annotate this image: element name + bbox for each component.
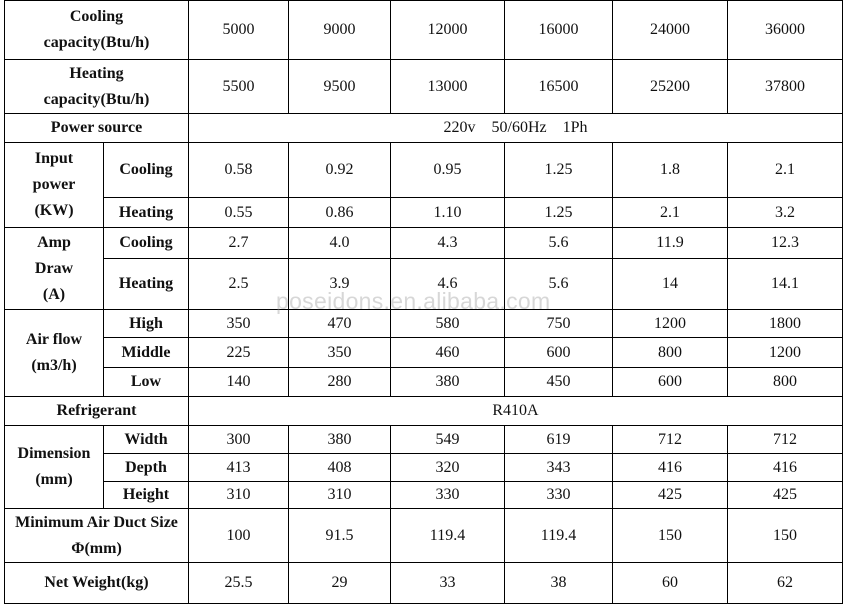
- dimension-height-value: 425: [728, 482, 843, 509]
- cooling-capacity-value: 24000: [613, 1, 728, 60]
- cooling-capacity-value: 16000: [505, 1, 613, 60]
- dimension-label: Dimension (mm): [5, 426, 104, 509]
- air-flow-low-value: 380: [391, 368, 505, 397]
- dimension-width-value: 619: [505, 426, 613, 454]
- dimension-depth-value: 413: [189, 454, 289, 482]
- input-power-cooling-label: Cooling: [104, 143, 189, 198]
- dimension-depth-value: 416: [728, 454, 843, 482]
- dimension-width-value: 380: [289, 426, 391, 454]
- air-flow-high-value: 580: [391, 310, 505, 338]
- row-input-power-heating: [5, 198, 843, 228]
- dimension-width-value: 712: [728, 426, 843, 454]
- air-flow-middle-value: 600: [505, 338, 613, 368]
- row-air-flow-middle: [5, 338, 843, 368]
- row-amp-draw-cooling: [5, 228, 843, 259]
- amp-draw-cooling-label: Cooling: [104, 228, 189, 259]
- dimension-height-value: 425: [613, 482, 728, 509]
- refrigerant-label: Refrigerant: [5, 397, 189, 426]
- air-flow-label: Air flow (m3/h): [5, 310, 104, 397]
- air-flow-low-label: Low: [104, 368, 189, 397]
- input-power-heating-value: 1.25: [505, 198, 613, 228]
- input-power-heating-value: 0.55: [189, 198, 289, 228]
- air-flow-low-value: 140: [189, 368, 289, 397]
- cooling-capacity-value: 9000: [289, 1, 391, 60]
- amp-draw-cooling-value: 5.6: [505, 228, 613, 259]
- net-weight-value: 25.5: [189, 563, 289, 604]
- air-flow-middle-label: Middle: [104, 338, 189, 368]
- row-refrigerant: [5, 397, 843, 426]
- input-power-cooling-value: 0.92: [289, 143, 391, 198]
- dimension-depth-value: 343: [505, 454, 613, 482]
- net-weight-value: 60: [613, 563, 728, 604]
- air-flow-low-value: 280: [289, 368, 391, 397]
- refrigerant-value: R410A: [189, 397, 843, 426]
- cooling-capacity-label: Cooling capacity(Btu/h): [5, 1, 189, 60]
- amp-draw-heating-value: 3.9: [289, 259, 391, 310]
- amp-draw-heating-value: 14: [613, 259, 728, 310]
- air-flow-low-value: 450: [505, 368, 613, 397]
- min-air-duct-value: 100: [189, 509, 289, 563]
- input-power-heating-value: 2.1: [613, 198, 728, 228]
- net-weight-value: 62: [728, 563, 843, 604]
- input-power-cooling-value: 0.58: [189, 143, 289, 198]
- air-flow-high-value: 1800: [728, 310, 843, 338]
- dimension-height-value: 310: [189, 482, 289, 509]
- dimension-depth-value: 416: [613, 454, 728, 482]
- amp-draw-heating-label: Heating: [104, 259, 189, 310]
- min-air-duct-value: 150: [613, 509, 728, 563]
- heating-capacity-value: 13000: [391, 60, 505, 114]
- dimension-depth-value: 320: [391, 454, 505, 482]
- min-air-duct-value: 91.5: [289, 509, 391, 563]
- amp-draw-label: Amp Draw (A): [5, 228, 104, 310]
- amp-draw-heating-value: 4.6: [391, 259, 505, 310]
- dimension-height-value: 330: [505, 482, 613, 509]
- power-source-value: 220v 50/60Hz 1Ph: [189, 114, 843, 143]
- dimension-width-value: 549: [391, 426, 505, 454]
- air-flow-high-value: 750: [505, 310, 613, 338]
- row-power-source: [5, 114, 843, 143]
- cooling-capacity-value: 36000: [728, 1, 843, 60]
- min-air-duct-value: 119.4: [505, 509, 613, 563]
- air-flow-low-value: 800: [728, 368, 843, 397]
- dimension-width-value: 712: [613, 426, 728, 454]
- dimension-width-value: 300: [189, 426, 289, 454]
- amp-draw-cooling-value: 4.0: [289, 228, 391, 259]
- air-flow-middle-value: 225: [189, 338, 289, 368]
- dimension-width-label: Width: [104, 426, 189, 454]
- input-power-heating-value: 3.2: [728, 198, 843, 228]
- input-power-cooling-value: 0.95: [391, 143, 505, 198]
- net-weight-value: 38: [505, 563, 613, 604]
- spec-table: [4, 0, 843, 604]
- row-air-flow-high: [5, 310, 843, 338]
- dimension-height-label: Height: [104, 482, 189, 509]
- min-air-duct-value: 150: [728, 509, 843, 563]
- dimension-height-value: 310: [289, 482, 391, 509]
- amp-draw-heating-value: 2.5: [189, 259, 289, 310]
- amp-draw-heating-value: 5.6: [505, 259, 613, 310]
- input-power-cooling-value: 2.1: [728, 143, 843, 198]
- heating-capacity-value: 9500: [289, 60, 391, 114]
- air-flow-middle-value: 350: [289, 338, 391, 368]
- heating-capacity-value: 16500: [505, 60, 613, 114]
- input-power-heating-label: Heating: [104, 198, 189, 228]
- amp-draw-heating-value: 14.1: [728, 259, 843, 310]
- net-weight-value: 33: [391, 563, 505, 604]
- dimension-height-value: 330: [391, 482, 505, 509]
- net-weight-label: Net Weight(kg): [5, 563, 189, 604]
- air-flow-middle-value: 1200: [728, 338, 843, 368]
- cooling-capacity-value: 5000: [189, 1, 289, 60]
- amp-draw-cooling-value: 12.3: [728, 228, 843, 259]
- amp-draw-cooling-value: 4.3: [391, 228, 505, 259]
- input-power-cooling-value: 1.8: [613, 143, 728, 198]
- air-flow-middle-value: 800: [613, 338, 728, 368]
- air-flow-middle-value: 460: [391, 338, 505, 368]
- input-power-heating-value: 0.86: [289, 198, 391, 228]
- air-flow-high-value: 1200: [613, 310, 728, 338]
- input-power-heating-value: 1.10: [391, 198, 505, 228]
- amp-draw-cooling-value: 11.9: [613, 228, 728, 259]
- cooling-capacity-value: 12000: [391, 1, 505, 60]
- air-flow-high-label: High: [104, 310, 189, 338]
- heating-capacity-label: Heating capacity(Btu/h): [5, 60, 189, 114]
- row-cooling-capacity: [5, 1, 843, 60]
- watermark-text: poseidons.en.alibaba.com: [276, 288, 551, 314]
- row-dimension-depth: [5, 454, 843, 482]
- row-min-air-duct: [5, 509, 843, 563]
- input-power-label: Input power (KW): [5, 143, 104, 228]
- air-flow-high-value: 470: [289, 310, 391, 338]
- heating-capacity-value: 5500: [189, 60, 289, 114]
- row-heating-capacity: [5, 60, 843, 114]
- min-air-duct-value: 119.4: [391, 509, 505, 563]
- air-flow-high-value: 350: [189, 310, 289, 338]
- row-air-flow-low: [5, 368, 843, 397]
- row-dimension-width: [5, 426, 843, 454]
- row-dimension-height: [5, 482, 843, 509]
- heating-capacity-value: 37800: [728, 60, 843, 114]
- net-weight-value: 29: [289, 563, 391, 604]
- row-net-weight: [5, 563, 843, 604]
- dimension-depth-value: 408: [289, 454, 391, 482]
- amp-draw-cooling-value: 2.7: [189, 228, 289, 259]
- row-input-power-cooling: [5, 143, 843, 198]
- input-power-cooling-value: 1.25: [505, 143, 613, 198]
- air-flow-low-value: 600: [613, 368, 728, 397]
- row-amp-draw-heating: [5, 259, 843, 310]
- power-source-label: Power source: [5, 114, 189, 143]
- min-air-duct-label: Minimum Air Duct Size Φ(mm): [5, 509, 189, 563]
- dimension-depth-label: Depth: [104, 454, 189, 482]
- heating-capacity-value: 25200: [613, 60, 728, 114]
